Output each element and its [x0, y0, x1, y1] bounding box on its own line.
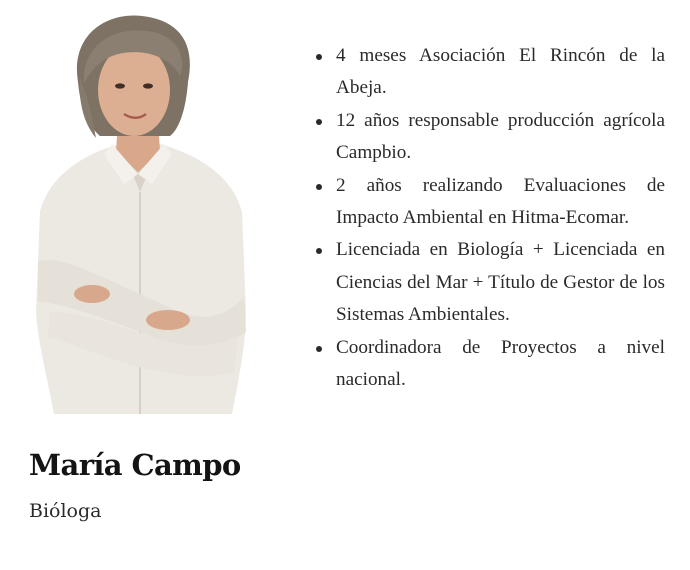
bio-item — [312, 332, 665, 397]
bio-item — [312, 170, 665, 235]
bullet-icon — [316, 119, 322, 125]
bio-item — [312, 105, 665, 170]
bio-item — [312, 234, 665, 331]
portrait-photo — [20, 12, 252, 414]
bio-item-text: 4 meses Asociación El Rincón de la Abeja. — [336, 45, 665, 99]
bio-list — [312, 40, 665, 396]
bullet-icon — [316, 346, 322, 352]
bio-item-text: Coordinadora de Proyectos a nivel nacional. — [336, 336, 665, 391]
bio-item — [312, 40, 665, 105]
bio-item-text: Licenciada en Biología + Licenciada en Ciencias del Mar + Título de Gestor de los Sistemas Ambientales. — [336, 239, 665, 326]
bullet-icon — [316, 54, 322, 60]
profile-role: Bióloga — [29, 500, 102, 522]
bio-item-text: 2 años realizando Evaluaciones de Impacto Ambiental en Hitma-Ecomar. — [336, 174, 665, 229]
bullet-icon — [316, 248, 322, 254]
profile-name: María Campo — [29, 448, 241, 482]
bio-item-text: 12 años responsable producción agrícola Campbio. — [336, 109, 665, 164]
bullet-icon — [316, 184, 322, 190]
